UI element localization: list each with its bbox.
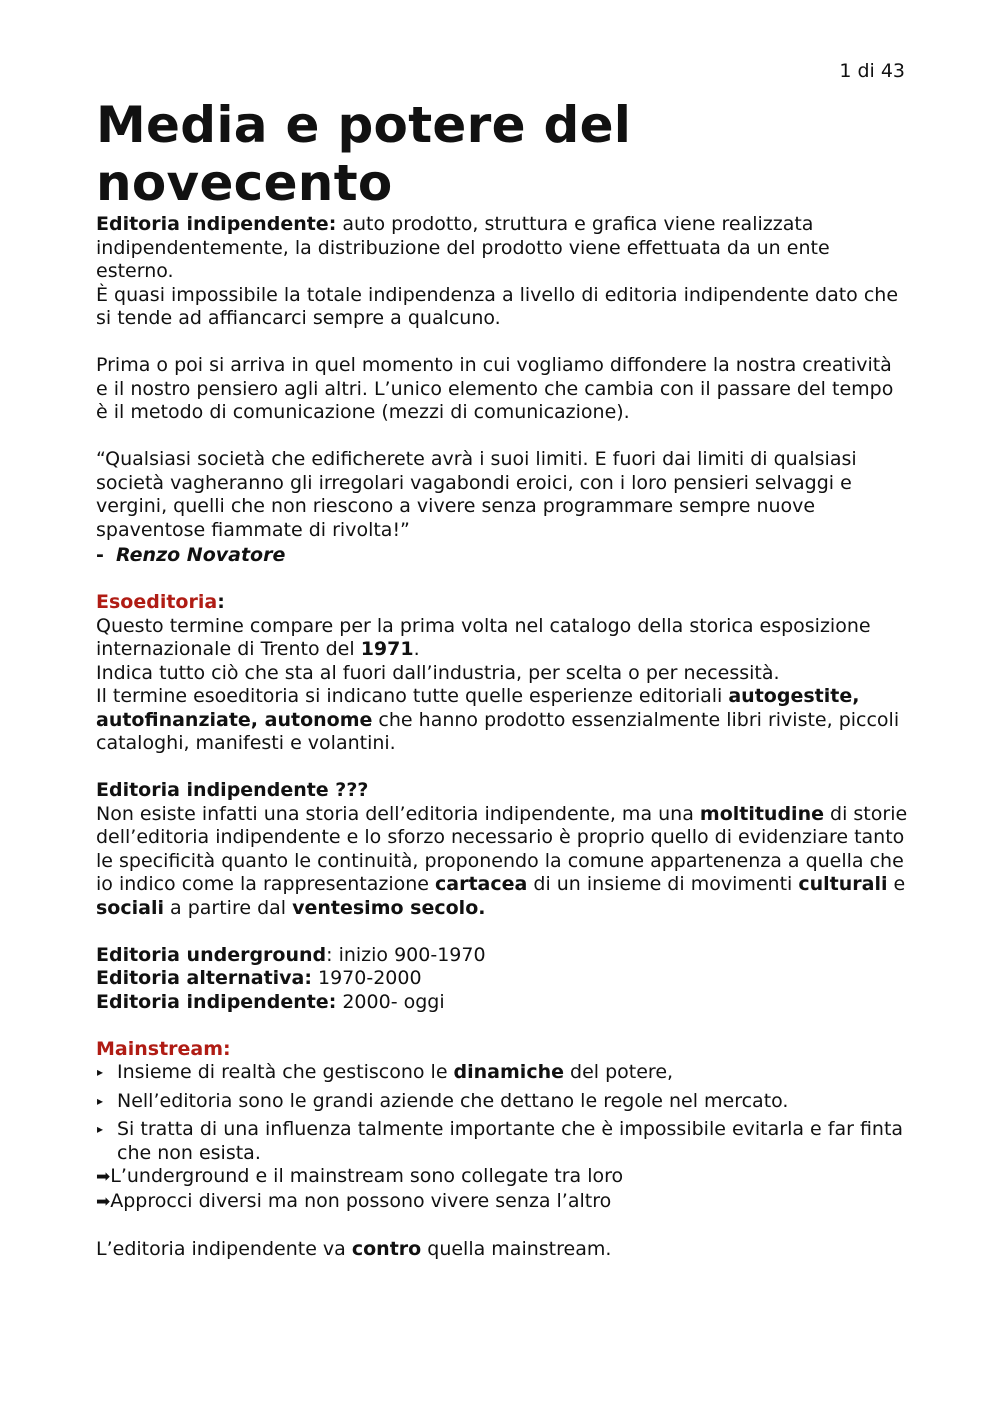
mainstream-heading-text: Mainstream:	[96, 1037, 231, 1060]
indip-t1: Non esiste infatti una storia dell’editoria indipendente, ma una	[96, 802, 700, 825]
period-range: 1970-2000	[311, 967, 422, 989]
period-alternativa	[96, 967, 908, 991]
indip-t2: di storie dell’editoria indipendente e lo sforzo necessario è proprio quello di evidenziare tanto le specificità quanto le continuità, proponendo la comune appartenenza a quella che io indico come la rappresentazione	[96, 802, 908, 895]
esoeditoria-line-2: Indica tutto ciò che sta al fuori dall’industria, per scelta o per necessità.	[96, 661, 780, 684]
title-line-1: Media e potere del	[96, 96, 632, 154]
period-label: Editoria alternativa:	[96, 967, 312, 989]
period-indipendente	[96, 991, 908, 1015]
period-label: Editoria indipendente:	[96, 990, 337, 1013]
indipendente-paragraph	[96, 803, 908, 921]
paragraph-2: Prima o poi si arriva in quel momento in cui vogliamo diffondere la nostra creatività e il nostro pensiero agli altri. L’unico elemento che cambia con il passare del tempo è il metodo di comunicazione (mezzi di comunicazione).	[96, 354, 894, 423]
period-range: : inizio 900-1970	[326, 943, 486, 966]
mainstream-list	[96, 1061, 908, 1165]
closing-bold: contro	[351, 1237, 422, 1260]
indipendente-heading-text: Editoria indipendente ???	[96, 779, 369, 801]
quote-text: “Qualsiasi società che edificherete avrà i suoi limiti. E fuori dai limiti di qualsiasi società vagheranno gli irregolari vagabondi eroici, con i loro pensieri selvaggi e vergini, quelli che non riescono a vivere senza programmare sempre nuove spaventose fiammate di rivolta!”	[96, 448, 857, 541]
bullet-1b: del potere,	[564, 1061, 674, 1083]
esoeditoria-l3bold: autogestite, autofinanziate, autonome	[96, 685, 860, 731]
arrow-text-2: Approcci diversi ma non possono vivere senza l’altro	[110, 1189, 612, 1212]
arrow-text-1: L’underground e il mainstream sono collegate tra loro	[110, 1165, 624, 1187]
triangle-bullet-icon: ▸	[97, 1093, 104, 1108]
intro-paragraph	[96, 213, 908, 284]
bullet-3: Si tratta di una influenza talmente importante che è impossibile evitarla e far finta che non esista.	[117, 1118, 904, 1164]
closing-a: L’editoria indipendente va	[96, 1237, 352, 1260]
indip-t4: e	[887, 873, 906, 895]
quote-attribution	[96, 544, 908, 568]
intro-term: Editoria indipendente:	[96, 213, 337, 235]
right-arrow-icon: ➡	[96, 1167, 111, 1187]
esoeditoria-l3a: Il termine esoeditoria si indicano tutte quelle esperienze editoriali	[96, 685, 729, 707]
indip-b1: moltitudine	[699, 802, 824, 825]
esoeditoria-line-3	[96, 685, 908, 756]
esoeditoria-heading	[96, 591, 908, 615]
list-item	[96, 1118, 908, 1165]
document-body	[96, 213, 908, 1261]
period-underground	[96, 944, 908, 968]
indip-t3: di un insieme di movimenti	[527, 873, 799, 895]
triangle-bullet-icon: ▸	[97, 1122, 104, 1136]
quote-author: Renzo Novatore	[115, 544, 286, 566]
esoeditoria-l3b: che hanno prodotto essenzialmente libri riviste, piccoli cataloghi, manifesti e volantini.	[96, 708, 900, 754]
arrow-line-2	[96, 1190, 908, 1215]
period-label: Editoria underground	[96, 943, 327, 966]
indip-b5: ventesimo secolo.	[292, 896, 486, 919]
closing-line	[96, 1238, 908, 1262]
list-item	[96, 1090, 908, 1114]
bullet-1-bold: dinamiche	[453, 1061, 564, 1083]
esoeditoria-colon: :	[217, 591, 225, 613]
indip-t5: a partire dal	[163, 896, 293, 919]
title-line-2: novecento	[96, 154, 393, 212]
closing-b: quella mainstream.	[421, 1237, 612, 1260]
esoeditoria-l1b: .	[413, 638, 420, 660]
list-item	[96, 1061, 908, 1085]
esoeditoria-year: 1971	[360, 638, 414, 660]
indip-b2: cartacea	[435, 873, 528, 895]
right-arrow-icon: ➡	[96, 1191, 111, 1212]
esoeditoria-line-1	[96, 615, 908, 662]
intro-definition: auto prodotto, struttura e grafica viene realizzata indipendentemente, la distribuzione del prodotto viene effettuata da un ente esterno.	[96, 213, 830, 282]
esoeditoria-heading-text: Esoeditoria	[96, 591, 218, 613]
triangle-bullet-icon: ▸	[97, 1065, 104, 1079]
page-number: 1 di 43	[839, 60, 905, 82]
indipendente-heading	[96, 779, 908, 803]
quote-dash: -	[96, 544, 104, 566]
page-title	[96, 96, 631, 212]
esoeditoria-l1a: Questo termine compare per la prima volta nel catalogo della storica esposizione internazionale di Trento del	[96, 614, 871, 660]
bullet-2: Nell’editoria sono le grandi aziende che dettano le regole nel mercato.	[117, 1089, 789, 1112]
bullet-1a: Insieme di realtà che gestiscono le	[117, 1061, 454, 1083]
indip-b3: culturali	[798, 873, 888, 895]
period-range: 2000- oggi	[336, 990, 445, 1013]
intro-line-2: È quasi impossibile la totale indipendenza a livello di editoria indipendente dato che si tende ad affiancarci sempre a qualcuno.	[96, 283, 899, 329]
mainstream-heading	[96, 1038, 908, 1062]
arrow-line-1	[96, 1165, 908, 1190]
indip-b4: sociali	[96, 896, 164, 919]
